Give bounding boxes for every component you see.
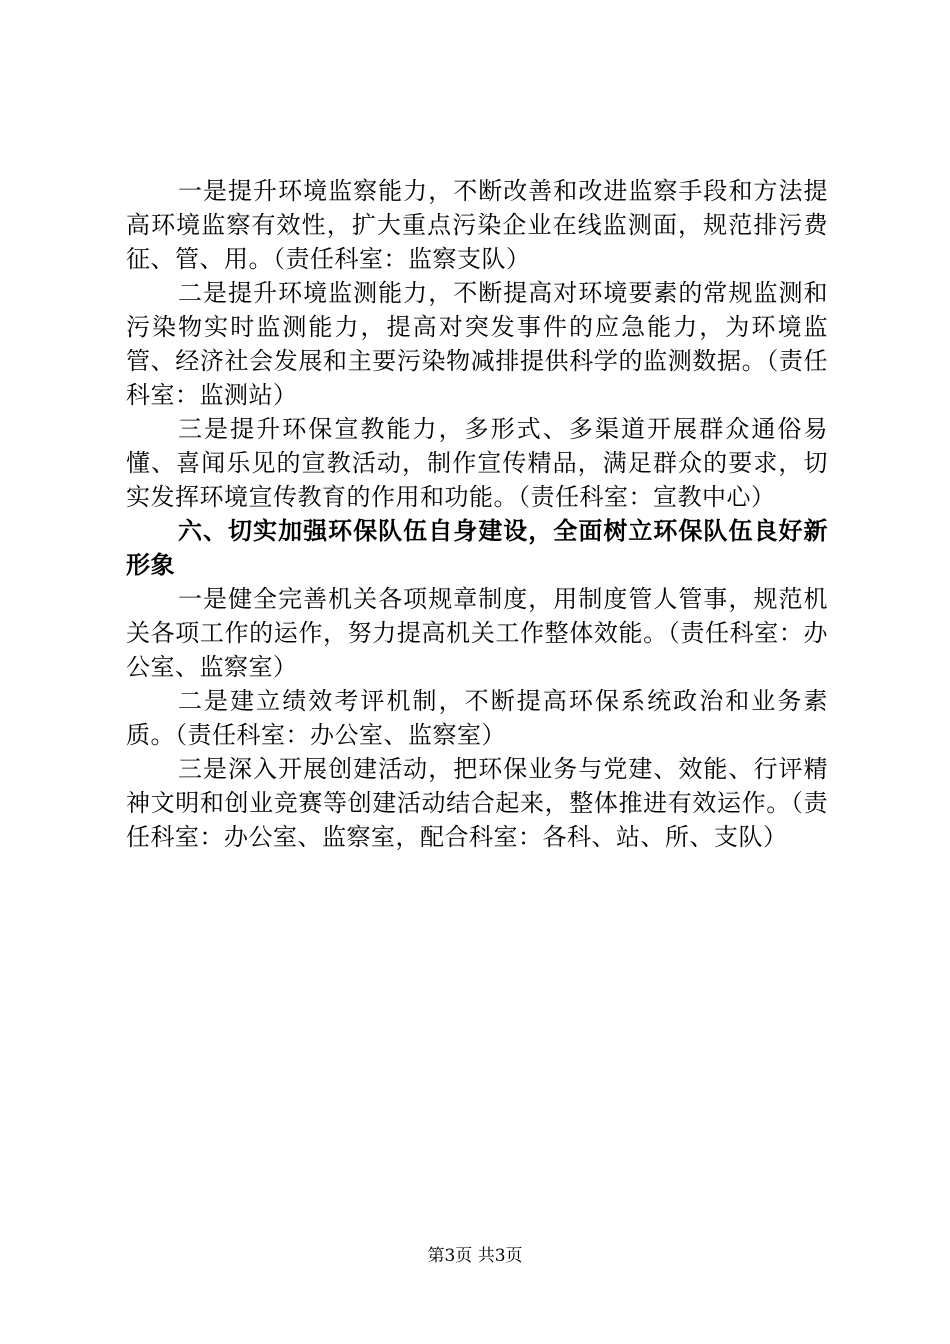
page-footer: 第3页 共3页 — [427, 1246, 523, 1266]
section-heading-6: 六、切实加强环保队伍自身建设，全面树立环保队伍良好新形象 — [126, 517, 828, 579]
paragraph-creation-activities: 三是深入开展创建活动，把环保业务与党建、效能、行评精神文明和创业竞赛等创建活动结合起来，整体推进有效运作。（责任科室：办公室、监察室，配合科室：各科、站、所、支队） — [126, 755, 828, 851]
document-body — [126, 174, 828, 854]
paragraph-monitoring-capacity: 一是提升环境监察能力，不断改善和改进监察手段和方法提高环境监察有效性，扩大重点污染企业在线监测面，规范排污费征、管、用。（责任科室：监察支队） — [126, 177, 828, 273]
paragraph-performance-review: 二是建立绩效考评机制，不断提高环保系统政治和业务素质。（责任科室：办公室、监察室） — [126, 687, 828, 749]
paragraph-measurement-capacity: 二是提升环境监测能力，不断提高对环境要素的常规监测和污染物实时监测能力，提高对突发事件的应急能力，为环境监管、经济社会发展和主要污染物减排提供科学的监测数据。（责任科室：监测站） — [126, 279, 828, 409]
paragraph-publicity-capacity: 三是提升环保宣教能力，多形式、多渠道开展群众通俗易懂、喜闻乐见的宣教活动，制作宣传精品，满足群众的要求，切实发挥环境宣传教育的作用和功能。（责任科室：宣教中心） — [126, 415, 828, 511]
paragraph-regulations: 一是健全完善机关各项规章制度，用制度管人管事，规范机关各项工作的运作，努力提高机关工作整体效能。（责任科室：办公室、监察室） — [126, 585, 828, 681]
